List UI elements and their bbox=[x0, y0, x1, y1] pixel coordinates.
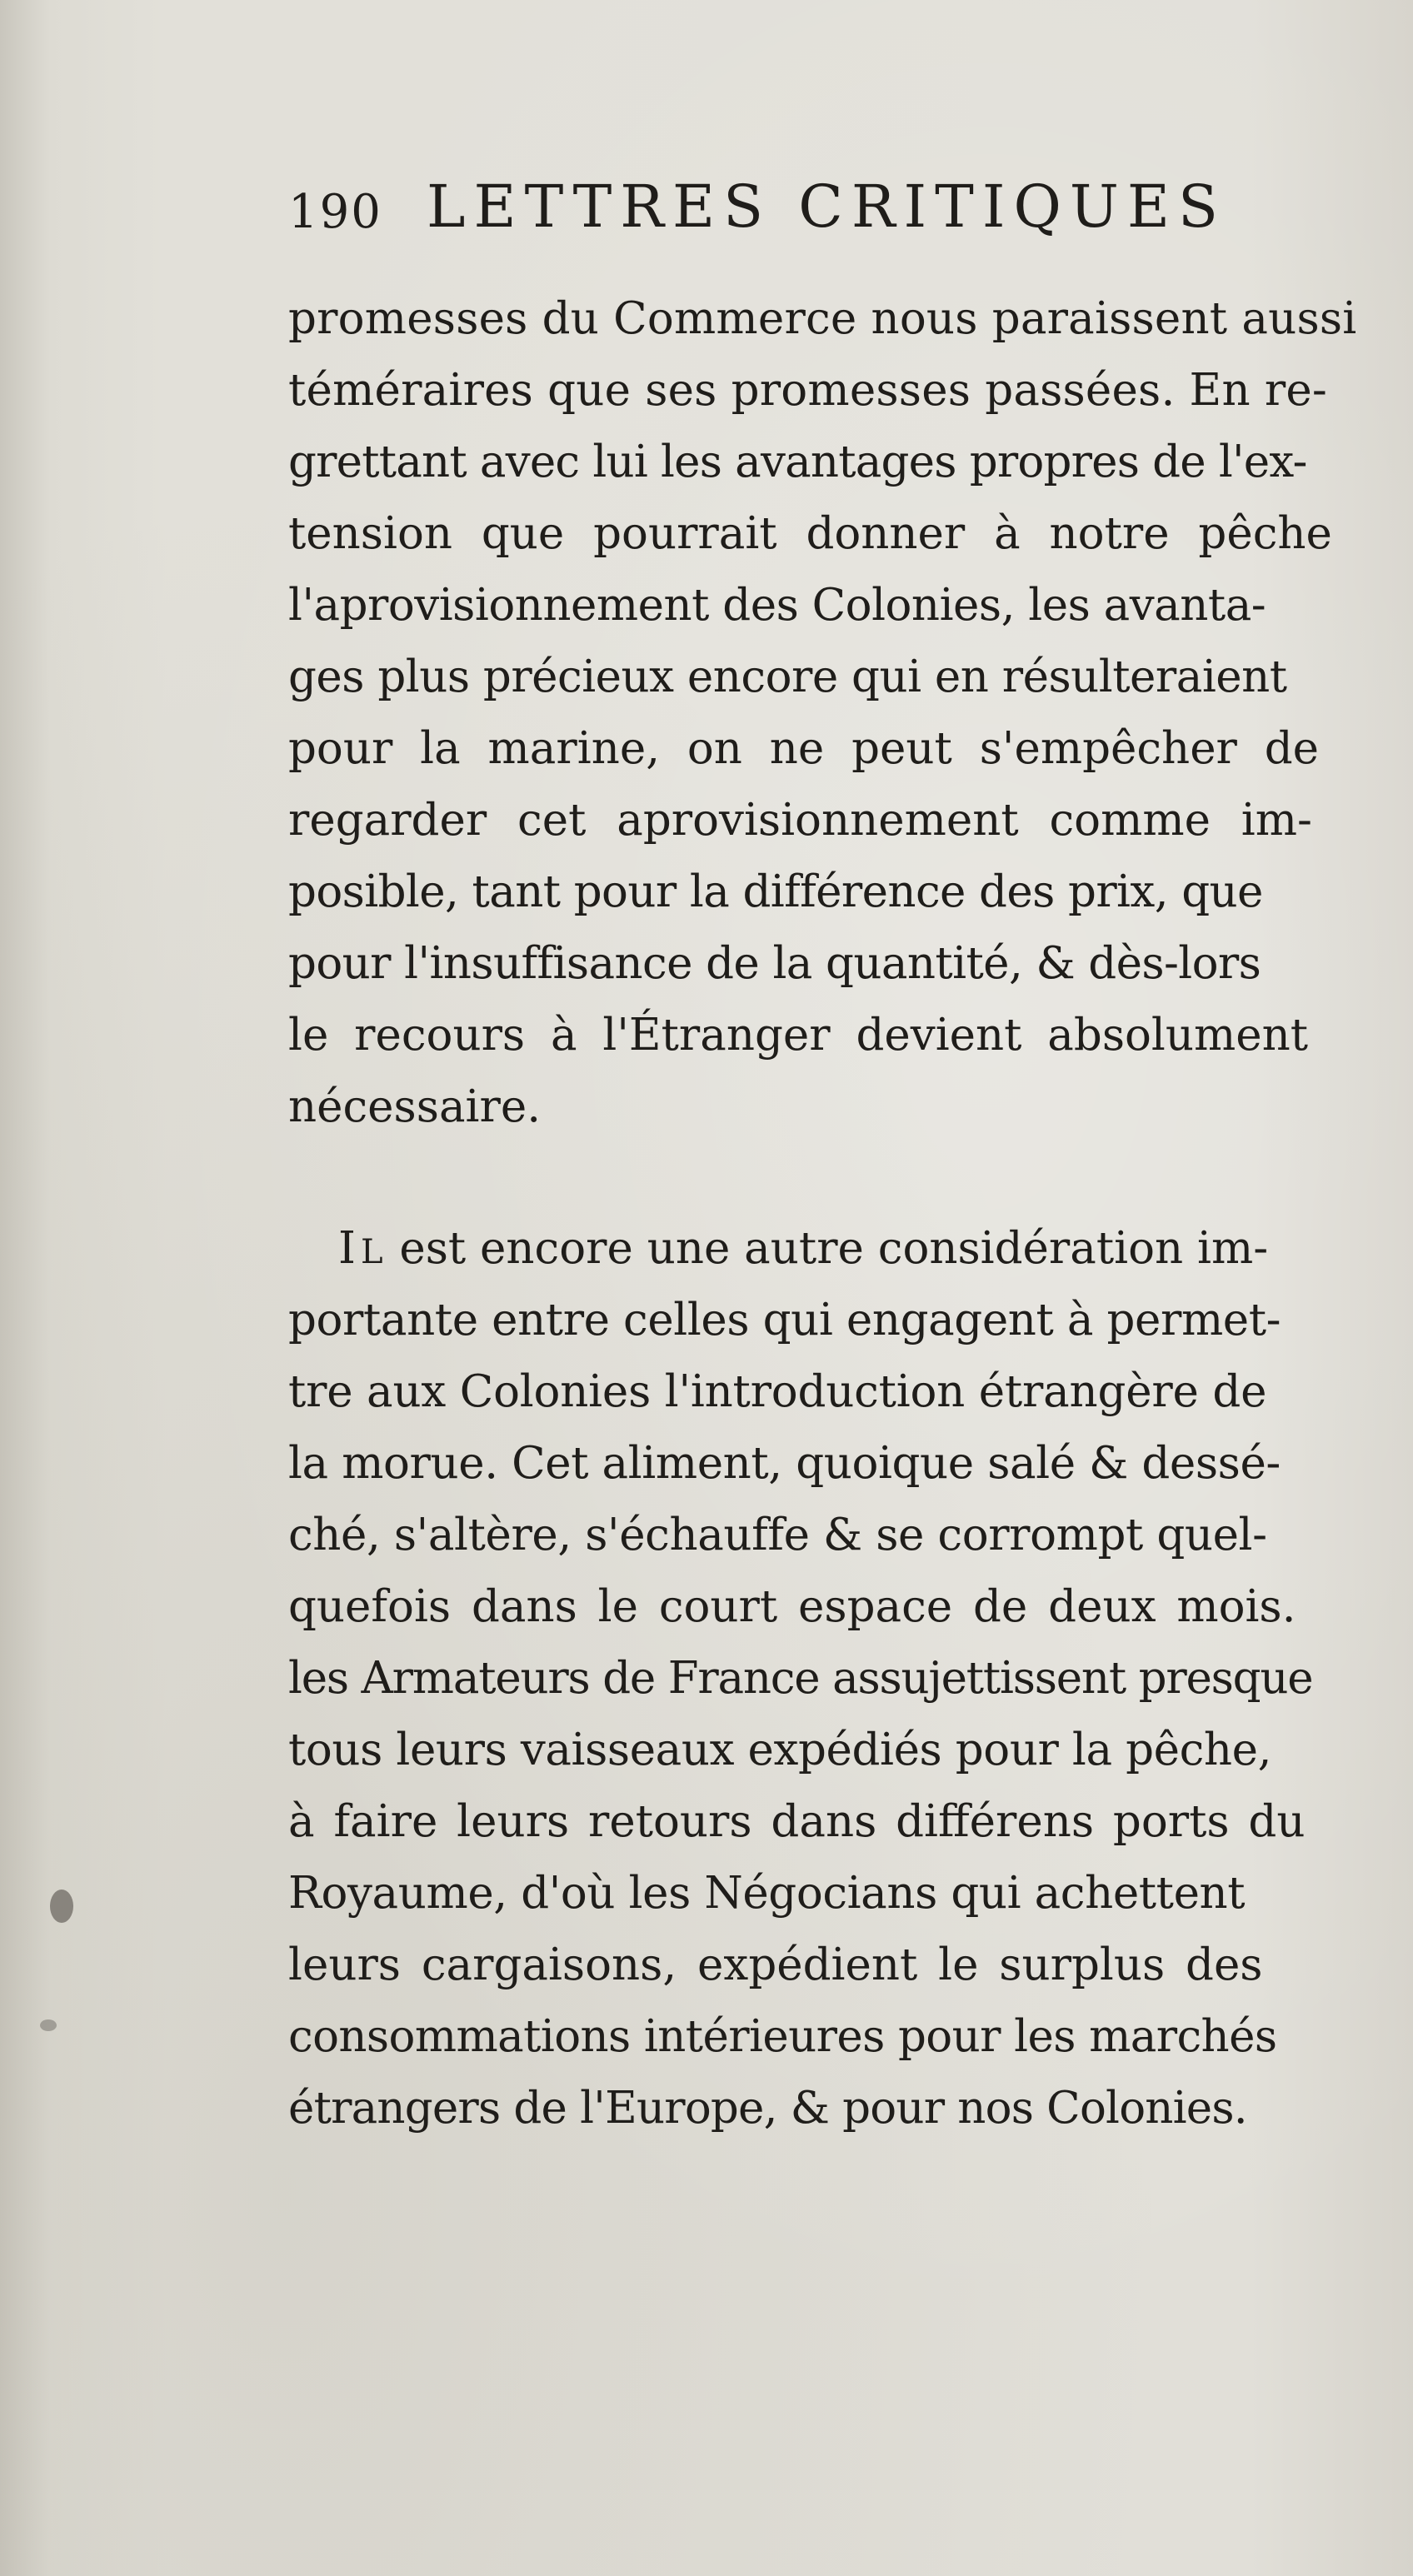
text-line: pour l'insuffisance de la quantité, & dès-lors bbox=[288, 938, 1261, 989]
paragraph-1 bbox=[288, 283, 1371, 1143]
text-line: à faire leurs retours dans différens ports du bbox=[288, 1796, 1306, 1847]
text-line: le recours à l'Étranger devient absolument bbox=[288, 1010, 1309, 1061]
ink-stain bbox=[50, 1890, 73, 1923]
text-line: l'aprovisionnement des Colonies, les avanta- bbox=[288, 580, 1266, 631]
ink-stain bbox=[40, 2019, 57, 2031]
text-line-first bbox=[288, 1213, 1371, 1285]
text-line: promesses du Commerce nous paraissent aussi bbox=[288, 293, 1357, 344]
running-head-title: LETTRES CRITIQUES bbox=[427, 172, 1226, 241]
text-line: étrangers de l'Europe, & pour nos Colonies. bbox=[288, 2083, 1247, 2134]
text-line: grettant avec lui les avantages propres de l'ex- bbox=[288, 437, 1307, 487]
text-line: nécessaire. bbox=[288, 1081, 542, 1132]
text-line: tension que pourrait donner à notre pêche bbox=[288, 508, 1332, 559]
small-capital: L bbox=[360, 1233, 386, 1271]
text-line: tre aux Colonies l'introduction étrangère de bbox=[288, 1366, 1267, 1417]
text-line: les Armateurs de France assujettissent presque bbox=[288, 1653, 1313, 1704]
text-line: ché, s'altère, s'échauffe & se corrompt quel- bbox=[288, 1510, 1267, 1560]
text-line: tous leurs vaisseaux expédiés pour la pêche, bbox=[288, 1725, 1272, 1775]
paragraph-2 bbox=[288, 1213, 1371, 2144]
page-number: 190 bbox=[288, 185, 382, 239]
text-line: regarder cet aprovisionnement comme im- bbox=[288, 795, 1312, 846]
text-line: la morue. Cet aliment, quoique salé & dessé- bbox=[288, 1438, 1281, 1489]
text-line: portante entre celles qui engagent à permet- bbox=[288, 1295, 1281, 1345]
text-line: ges plus précieux encore qui en résulteraient bbox=[288, 651, 1287, 702]
drop-capital: I bbox=[338, 1223, 361, 1274]
text-line: posible, tant pour la différence des prix, que bbox=[288, 866, 1263, 917]
text-line: quefois dans le court espace de deux mois. bbox=[288, 1581, 1296, 1632]
text-line: téméraires que ses promesses passées. En re- bbox=[288, 365, 1328, 416]
text-line-rest: est encore une autre considération im- bbox=[385, 1223, 1269, 1274]
text-line: Royaume, d'où les Négocians qui achettent bbox=[288, 1868, 1246, 1919]
text-line: pour la marine, on ne peut s'empêcher de bbox=[288, 723, 1320, 774]
text-line: leurs cargaisons, expédient le surplus des bbox=[288, 1939, 1263, 1990]
text-line: consommations intérieures pour les marchés bbox=[288, 2011, 1277, 2062]
